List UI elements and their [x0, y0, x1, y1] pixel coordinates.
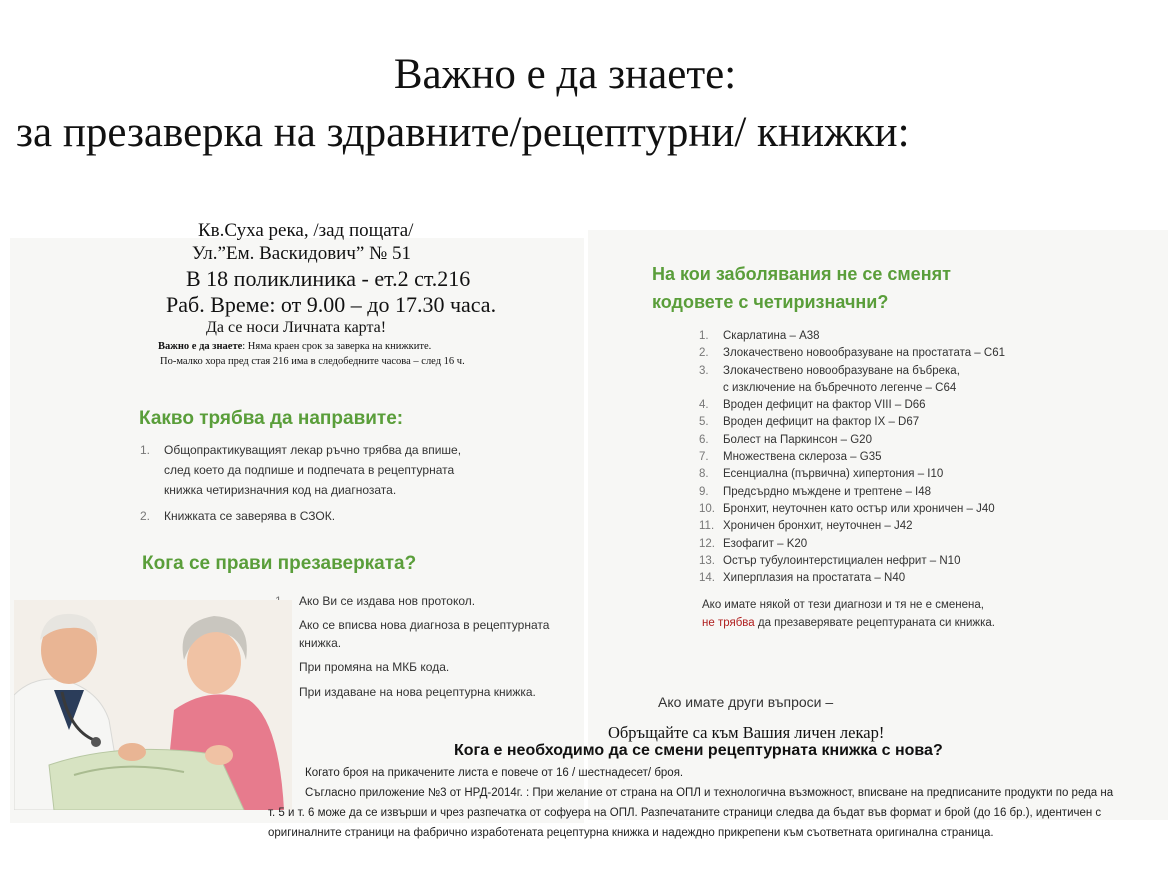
disease-number: 8.: [699, 468, 709, 481]
disease-number: 10.: [699, 502, 715, 515]
address-line-3: В 18 поликлиника - ет.2 ст.216: [186, 266, 471, 291]
when-item-1: [275, 591, 575, 611]
item-line: При издаване на нова рецептурна книжка.: [299, 685, 536, 699]
item-line: Ако се вписва нова диагноза в рецептурната: [299, 618, 550, 632]
working-hours: Раб. Време: от 9.00 – до 17.30 часа.: [166, 292, 497, 317]
disease-item: [699, 466, 1139, 483]
bottom-question: Кога е необходимо да се смени рецептурната книжка с нова?: [454, 742, 943, 759]
disease-text: Есенциална (първична) хипертония – I10: [723, 468, 944, 481]
disease-text: Множествена склероза – G35: [723, 451, 882, 464]
diseases-note-line-1: Ако имате някой от тези диагнози и тя не е сменена,: [702, 599, 984, 611]
disease-text: Хиперплазия на простатата – N40: [723, 572, 906, 585]
questions-line: Ако имате други въпроси –: [658, 694, 834, 710]
when-item-4: [275, 682, 575, 702]
bring-id-note: Да се носи Личната карта!: [206, 319, 387, 336]
when-list: [275, 591, 575, 702]
item-number: 1.: [140, 443, 151, 457]
when-item-2: [275, 616, 575, 652]
disease-number: 13.: [699, 554, 715, 567]
disease-number: 2.: [699, 347, 709, 360]
diseases-note-rest: да презаверявате рецептураната си книжка.: [754, 617, 995, 629]
disease-text: Хроничен бронхит, неуточнен – J42: [723, 520, 913, 533]
item-number: 2.: [140, 509, 151, 523]
disease-text: Злокачествено новообразуване на бъбрека,: [723, 364, 960, 377]
disease-number: 12.: [699, 537, 715, 550]
bottom-paragraph-3: т. 5 и т. 6 може да се извърши и чрез разпечатка от софуера на ОПЛ. Разпечатаните страници следва да бъдат във формат и брой (до 16 бр.), идентичен с: [268, 807, 1102, 819]
disease-text: Езофагит – K20: [723, 537, 808, 550]
disease-text: Злокачествено новообразуване на простатата – С61: [723, 347, 1005, 360]
disease-number: 4.: [699, 399, 709, 412]
disease-number: 7.: [699, 451, 709, 464]
disease-item: [699, 328, 1139, 345]
address-line-1: Кв.Суха река, /зад пощата/: [198, 220, 414, 241]
disease-item: [699, 345, 1139, 362]
item-line: книжка четиризначния код на диагнозата.: [164, 483, 397, 497]
bottom-paragraph-4: оригиналните страници на фабрично изработената рецептурна книжка и надеждно прикрепени към съответната оригинална страница.: [268, 827, 994, 839]
diseases-title-line-2: кодовете с четиризначни?: [652, 292, 889, 312]
deadline-note-bold: Важно е да знаете: [158, 341, 243, 352]
disease-item: [699, 484, 1139, 501]
bottom-paragraph-1: Когато броя на прикачените листа е повече от 16 / шестнадесет/ броя.: [305, 767, 684, 779]
disease-item: [699, 536, 1139, 553]
diseases-note-line-2: [702, 617, 995, 629]
disease-number: 6.: [699, 433, 709, 446]
disease-number: 3.: [699, 364, 709, 377]
disease-text: Вроден дефицит на фактор IX – D67: [723, 416, 920, 429]
what-to-do-item-1: [140, 440, 580, 500]
photo-illustration: [14, 600, 292, 810]
item-line: Общопрактикуващият лекар ръчно трябва да впише,: [164, 443, 462, 457]
what-to-do-list: [140, 440, 580, 526]
item-line: книжка.: [299, 636, 342, 650]
item-line: след което да подпише и подпечата в рецептурната: [164, 463, 455, 477]
disease-number: 1.: [699, 330, 709, 342]
page-subtitle: за презаверка на здравните/рецептурни/ книжки:: [16, 109, 910, 156]
disease-text: Бронхит, неуточнен като остър или хроничен – J40: [723, 502, 995, 515]
item-line: Книжката се заверява в СЗОК.: [164, 509, 336, 523]
what-to-do-item-2: [140, 506, 580, 526]
bottom-paragraph-2: Съгласно приложение №3 от НРД-2014г. : При желание от страна на ОПЛ и технологична възможност, вписване на предписаните продукти по реда на: [305, 787, 1114, 799]
doctor-patient-photo: [14, 600, 292, 810]
disease-text: Скарлатина – А38: [723, 330, 820, 342]
disease-text-continued: с изключение на бъбречното легенче – С64: [723, 381, 957, 394]
disease-item: [699, 397, 1139, 414]
afternoon-note: По-малко хора пред стая 216 има в следобедните часова – след 16 ч.: [160, 356, 465, 367]
disease-number: 9.: [699, 485, 709, 498]
deadline-note: [158, 341, 431, 352]
disease-item: [699, 570, 1139, 587]
diseases-title-line-1: На кои заболявания не се сменят: [652, 264, 951, 284]
disease-number: 5.: [699, 416, 709, 429]
when-item-3: [275, 657, 575, 677]
disease-number: 14.: [699, 572, 715, 585]
address-line-2: Ул.”Ем. Васкидович” № 51: [192, 243, 411, 264]
disease-item: [699, 414, 1139, 431]
disease-text: Предсърдно мъждене и трептене – I48: [723, 485, 932, 498]
disease-text: Остър тубулоинтерстициален нефрит – N10: [723, 554, 961, 567]
item-line: Ако Ви се издава нов протокол.: [299, 594, 476, 608]
disease-text: Вроден дефицит на фактор VIII – D66: [723, 399, 926, 412]
what-to-do-title: Какво трябва да направите:: [139, 408, 404, 429]
page-title: Важно е да знаете:: [393, 51, 737, 98]
item-line: При промяна на МКБ кода.: [299, 660, 450, 674]
contact-doctor-line: Обръщайте са към Вашия личен лекар!: [608, 723, 885, 742]
disease-item: [699, 553, 1139, 570]
deadline-note-text: : Няма краен срок за заверка на книжките.: [242, 341, 432, 352]
when-title: Кога се прави презаверката?: [142, 553, 417, 574]
disease-item: [699, 432, 1139, 449]
disease-item: [699, 363, 1139, 398]
disease-item: [699, 501, 1139, 518]
disease-text: Болест на Паркинсон – G20: [723, 433, 872, 446]
diseases-list: [699, 328, 1139, 587]
disease-number: 11.: [699, 520, 715, 533]
not-required-emphasis: не трябва: [702, 617, 755, 629]
disease-item: [699, 518, 1139, 535]
disease-item: [699, 449, 1139, 466]
